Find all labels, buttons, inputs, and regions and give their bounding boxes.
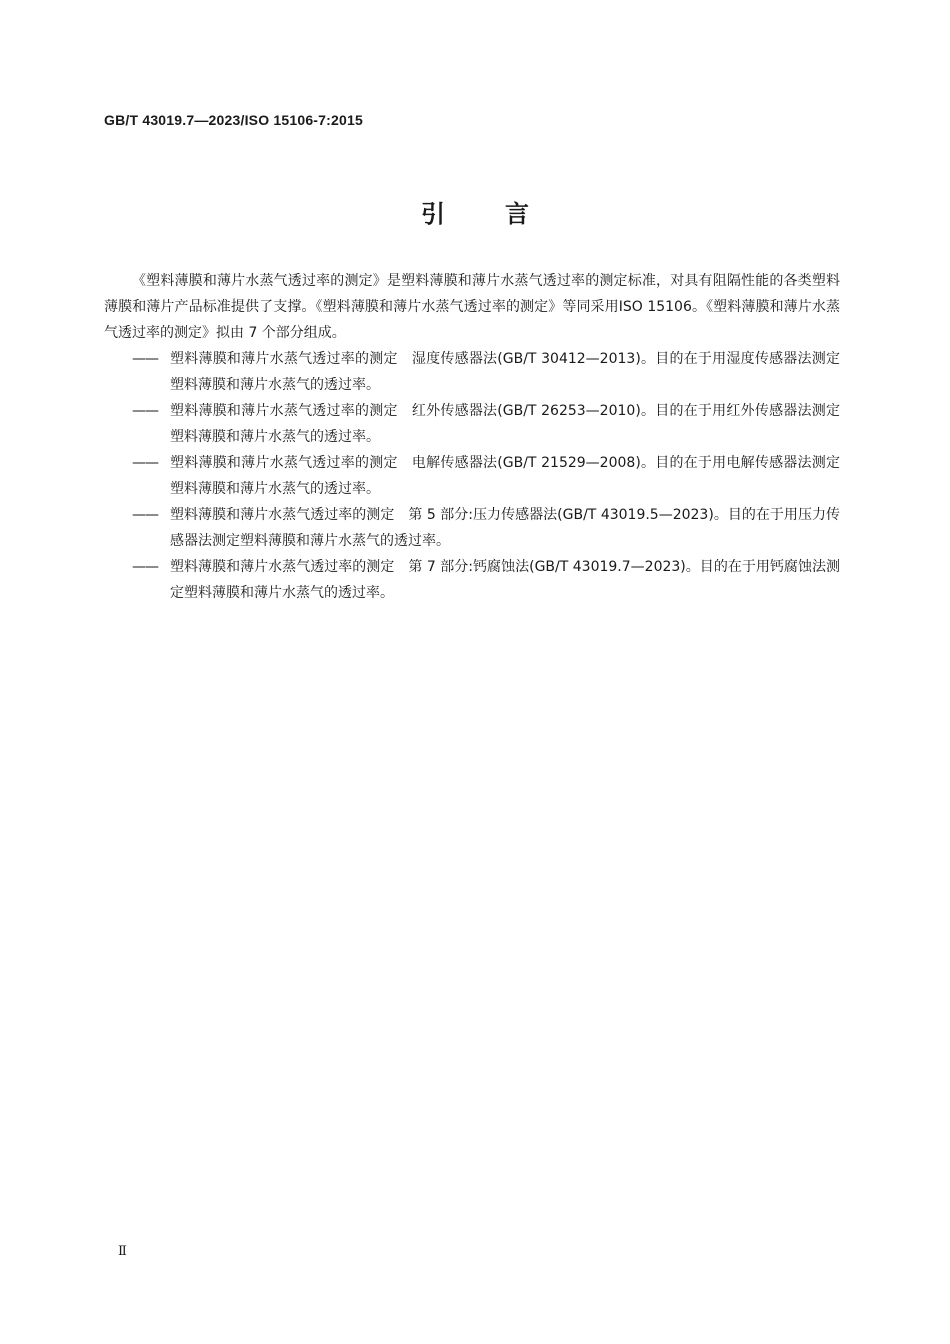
list-item-text: 塑料薄膜和薄片水蒸气透过率的测定 红外传感器法(GB/T 26253—2010)。目的在于用红外传感器法测定塑料薄膜和薄片水蒸气的透过率。 <box>170 403 840 445</box>
list-item-text: 塑料薄膜和薄片水蒸气透过率的测定 第 7 部分:钙腐蚀法(GB/T 43019.7—2023)。目的在于用钙腐蚀法测定塑料薄膜和薄片水蒸气的透过率。 <box>170 559 840 601</box>
list-dash: —— <box>132 507 158 523</box>
page-title: 引言 <box>421 200 589 228</box>
list-item <box>104 450 840 502</box>
list-dash: —— <box>132 351 158 367</box>
list-item <box>104 502 840 554</box>
list-item <box>104 398 840 450</box>
list-item-text: 塑料薄膜和薄片水蒸气透过率的测定 第 5 部分:压力传感器法(GB/T 43019.5—2023)。目的在于用压力传感器法测定塑料薄膜和薄片水蒸气的透过率。 <box>170 507 840 549</box>
list-item <box>104 346 840 398</box>
list-dash: —— <box>132 403 158 419</box>
list-dash: —— <box>132 559 158 575</box>
list-item-text: 塑料薄膜和薄片水蒸气透过率的测定 湿度传感器法(GB/T 30412—2013)。目的在于用湿度传感器法测定塑料薄膜和薄片水蒸气的透过率。 <box>170 351 840 393</box>
standard-number-header: GB/T 43019.7—2023/ISO 15106-7:2015 <box>104 112 363 128</box>
list-item-text: 塑料薄膜和薄片水蒸气透过率的测定 电解传感器法(GB/T 21529—2008)。目的在于用电解传感器法测定塑料薄膜和薄片水蒸气的透过率。 <box>170 455 840 497</box>
list-item <box>104 554 840 606</box>
list-dash: —— <box>132 455 158 471</box>
introduction-body <box>104 268 840 606</box>
page-number: Ⅱ <box>118 1244 127 1259</box>
intro-paragraph: 《塑料薄膜和薄片水蒸气透过率的测定》是塑料薄膜和薄片水蒸气透过率的测定标准，对具有阻隔性能的各类塑料薄膜和薄片产品标准提供了支撑。《塑料薄膜和薄片水蒸气透过率的测定》等同采用ISO 15106。《塑料薄膜和薄片水蒸气透过率的测定》拟由 7 个部分组成。 <box>104 273 840 341</box>
